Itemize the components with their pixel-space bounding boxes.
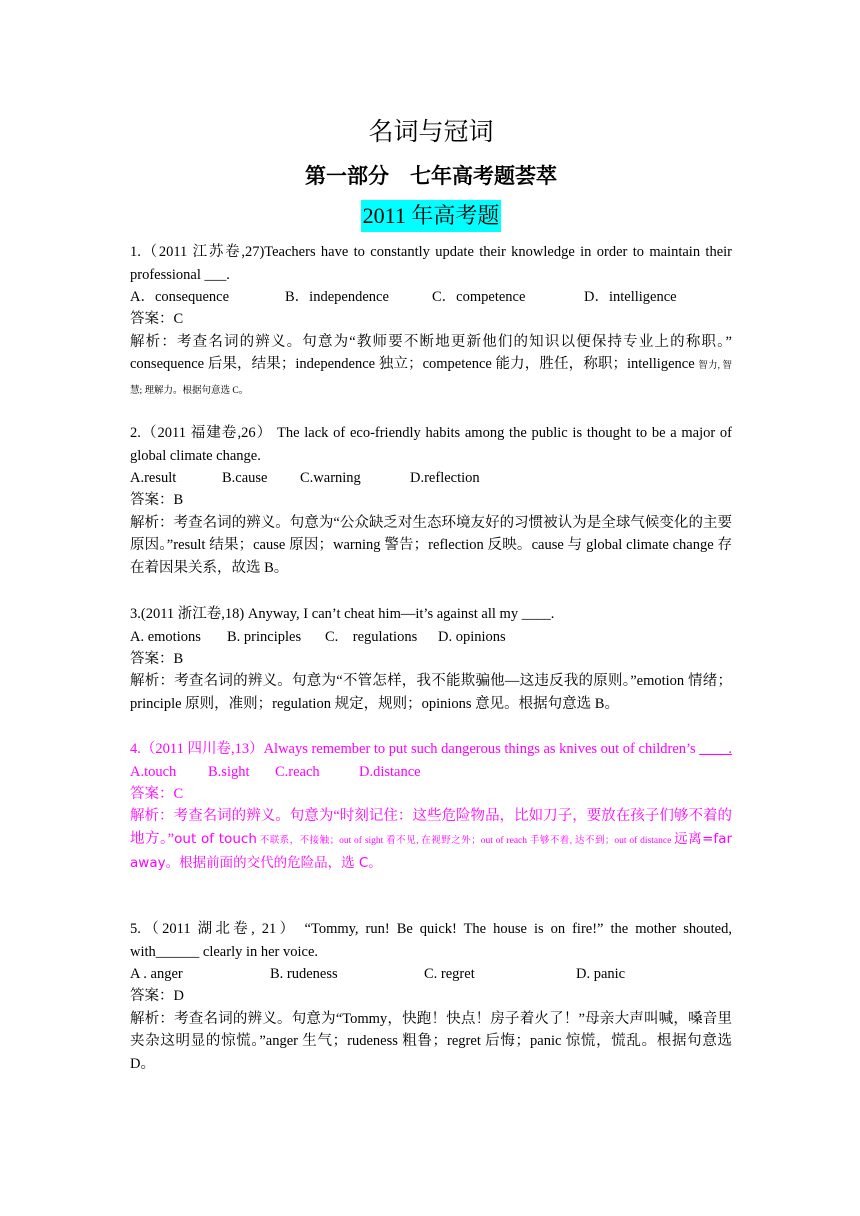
option-d: D. opinions bbox=[438, 628, 506, 645]
part-subtitle: 第一部分 七年高考题荟萃 bbox=[305, 164, 557, 188]
document-title: 名词与冠词 bbox=[368, 117, 494, 146]
year-heading-wrap bbox=[130, 200, 732, 232]
question-stem: 1.（2011 江苏卷,27)Teachers have to constantly update their knowledge in order to maintain their professional ___. bbox=[130, 244, 732, 283]
option-d: D．intelligence bbox=[584, 289, 677, 305]
options-row bbox=[130, 626, 732, 648]
option-d: D. panic bbox=[576, 966, 626, 982]
analysis-end: 远离=far away。根据前面的交代的危险品，选 C。 bbox=[130, 830, 733, 871]
options-row bbox=[130, 963, 732, 985]
analysis: 解析：考查名词的辨义。句意为“公众缺乏对生态环境友好的习惯被认为是全球气候变化的主要原因。”result 结果；cause 原因；warning 警告；reflection 反映。cause 与 global climate change 存在着因果关系，故选 B。 bbox=[130, 514, 732, 576]
analysis bbox=[130, 331, 732, 403]
question-stem: 2.（2011 福建卷,26） The lack of eco-friendly habits among the public is thought to be a major of global climate change. bbox=[130, 425, 732, 464]
analysis-small-text: 不联系，不接触；out of sight 看不见, 在视野之外；out of reach 手够不着, 达不到；out of distance bbox=[256, 835, 675, 846]
option-d: D.reflection bbox=[410, 470, 480, 486]
question-3 bbox=[130, 603, 732, 715]
option-a: A . anger bbox=[130, 966, 183, 982]
option-c: C.reach bbox=[275, 763, 320, 780]
question-1 bbox=[130, 241, 732, 402]
analysis-main: 解析：考查名词的辨义。句意为“教师要不断地更新他们的知识以便保持专业上的称职。” consequence 后果，结果；independence 独立；competence 能力，胜任，称职；intelligence bbox=[130, 333, 732, 372]
answer: 答案：C bbox=[130, 785, 184, 802]
option-b: B. rudeness bbox=[270, 966, 338, 982]
stem-text: 4.（2011 四川卷,13）Always remember to put such dangerous things as knives out of children’s bbox=[130, 741, 700, 757]
option-d: D.distance bbox=[359, 763, 421, 780]
answer-blank: ____. bbox=[699, 741, 732, 757]
option-a: A. emotions bbox=[130, 628, 201, 645]
question-stem: 3.(2011 浙江卷,18) Anyway, I can’t cheat him—it’s against all my ____. bbox=[130, 606, 555, 622]
option-c: C．competence bbox=[432, 289, 526, 305]
analysis-term: out of touch bbox=[174, 830, 257, 847]
option-c: C. regret bbox=[424, 966, 475, 982]
analysis: 解析：考查名词的辨义。句意为“不管怎样，我不能欺骗他—这违反我的原则。”emotion 情绪；principle 原则，准则；regulation 规定，规则；opinions 意见。根据句意选 B。 bbox=[130, 673, 732, 712]
option-a: A.result bbox=[130, 470, 177, 486]
options-row bbox=[130, 286, 732, 308]
options-row bbox=[130, 467, 732, 489]
option-b: B．independence bbox=[285, 289, 389, 305]
option-b: B.sight bbox=[208, 763, 250, 780]
question-stem: 5.（2011 湖北卷, 21） “Tommy, run! Be quick! The house is on fire!” the mother shouted, with______ clearly in her voice. bbox=[130, 921, 732, 960]
analysis bbox=[130, 805, 732, 875]
analysis-main: 解析：考查名词的辨义。句意为“时刻记住：这些危险物品，比如刀子，要放在孩子们够不着的地方。” bbox=[130, 808, 732, 847]
option-a: A．consequence bbox=[130, 289, 230, 305]
option-a: A.touch bbox=[130, 763, 177, 780]
answer: 答案：C bbox=[130, 311, 184, 327]
option-b: B. principles bbox=[227, 628, 302, 645]
option-c: C. regulations bbox=[325, 628, 418, 645]
question-stem bbox=[130, 738, 732, 761]
answer: 答案：B bbox=[130, 650, 184, 667]
answer: 答案：B bbox=[130, 492, 184, 508]
analysis-small-text: 智力, 智慧; 理解力。根据句意选 C。 bbox=[130, 361, 732, 396]
year-heading: 2011 年高考题 bbox=[361, 200, 502, 232]
options-row bbox=[130, 761, 732, 783]
question-2 bbox=[130, 422, 732, 579]
option-b: B.cause bbox=[222, 470, 268, 486]
option-c: C.warning bbox=[300, 470, 361, 486]
question-5 bbox=[130, 918, 732, 1075]
question-4 bbox=[130, 738, 732, 875]
analysis: 解析：考查名词的辨义。句意为“Tommy，快跑！快点！房子着火了！”母亲大声叫喊，嗓音里夹杂这明显的惊慌。”anger 生气；rudeness 粗鲁；regret 后悔；panic 惊慌，慌乱。根据句意选 D。 bbox=[130, 1010, 732, 1072]
answer: 答案：D bbox=[130, 988, 184, 1004]
